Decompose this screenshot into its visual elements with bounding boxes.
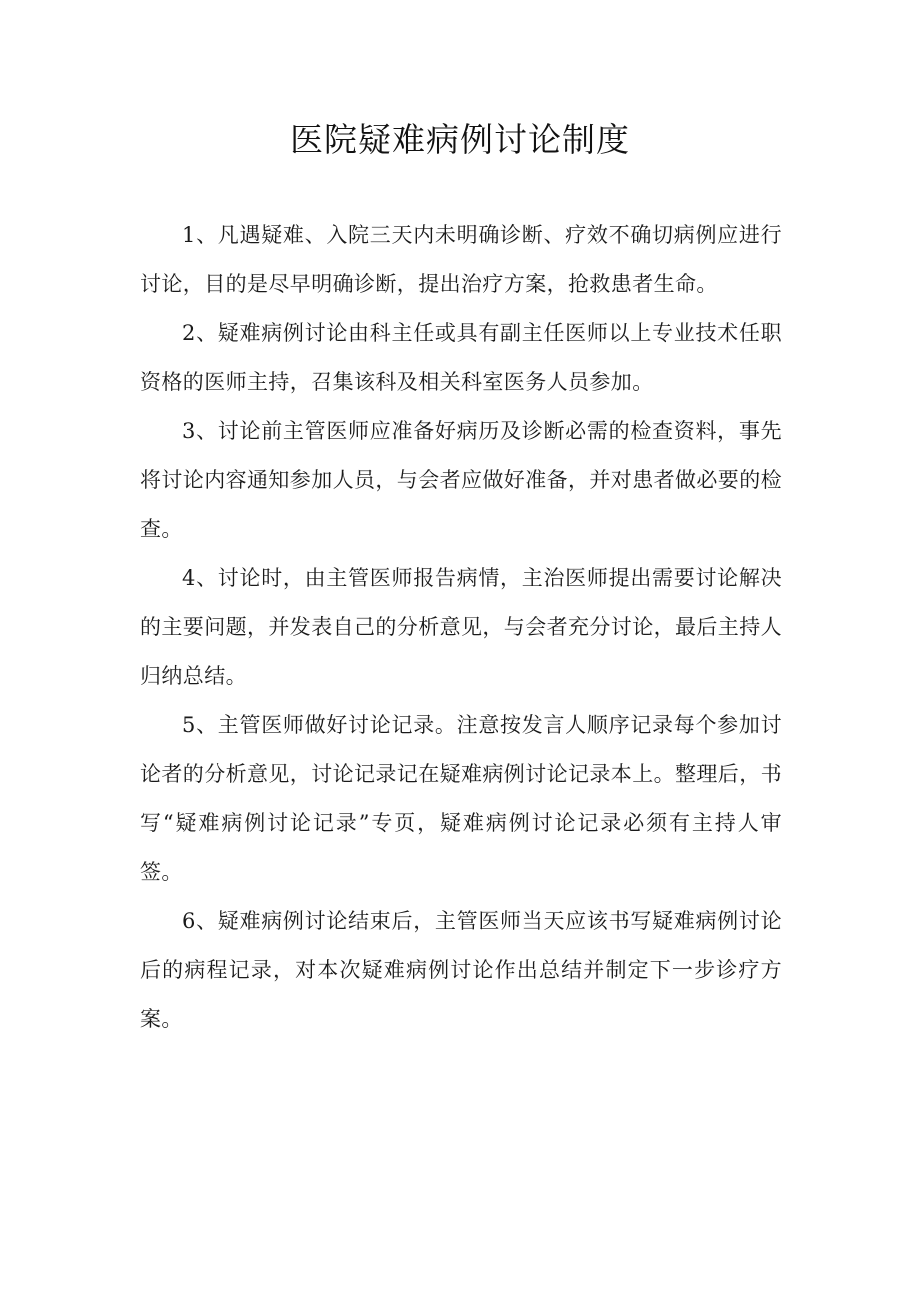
paragraph-3: 3、讨论前主管医师应准备好病历及诊断必需的检查资料，事先将讨论内容通知参加人员，与会者应做好准备，并对患者做必要的检查。 xyxy=(140,419,782,541)
paragraph-5: 5、主管医师做好讨论记录。注意按发言人顺序记录每个参加讨论者的分析意见，讨论记录记在疑难病例讨论记录本上。整理后，书写“疑难病例讨论记录”专页，疑难病例讨论记录必须有主持人审签。 xyxy=(140,713,782,884)
paragraph-6: 6、疑难病例讨论结束后，主管医师当天应该书写疑难病例讨论后的病程记录，对本次疑难病例讨论作出总结并制定下一步诊疗方案。 xyxy=(140,909,782,1031)
paragraph-2: 2、疑难病例讨论由科主任或具有副主任医师以上专业技术任职资格的医师主持，召集该科及相关科室医务人员参加。 xyxy=(140,321,782,394)
document-title: 医院疑难病例讨论制度 xyxy=(290,120,630,159)
paragraph-4: 4、讨论时，由主管医师报告病情，主治医师提出需要讨论解决的主要问题，并发表自己的分析意见，与会者充分讨论，最后主持人归纳总结。 xyxy=(140,566,782,688)
document-body xyxy=(140,211,782,1044)
paragraph-1: 1、凡遇疑难、入院三天内未明确诊断、疗效不确切病例应进行讨论，目的是尽早明确诊断，提出治疗方案，抢救患者生命。 xyxy=(140,223,782,296)
